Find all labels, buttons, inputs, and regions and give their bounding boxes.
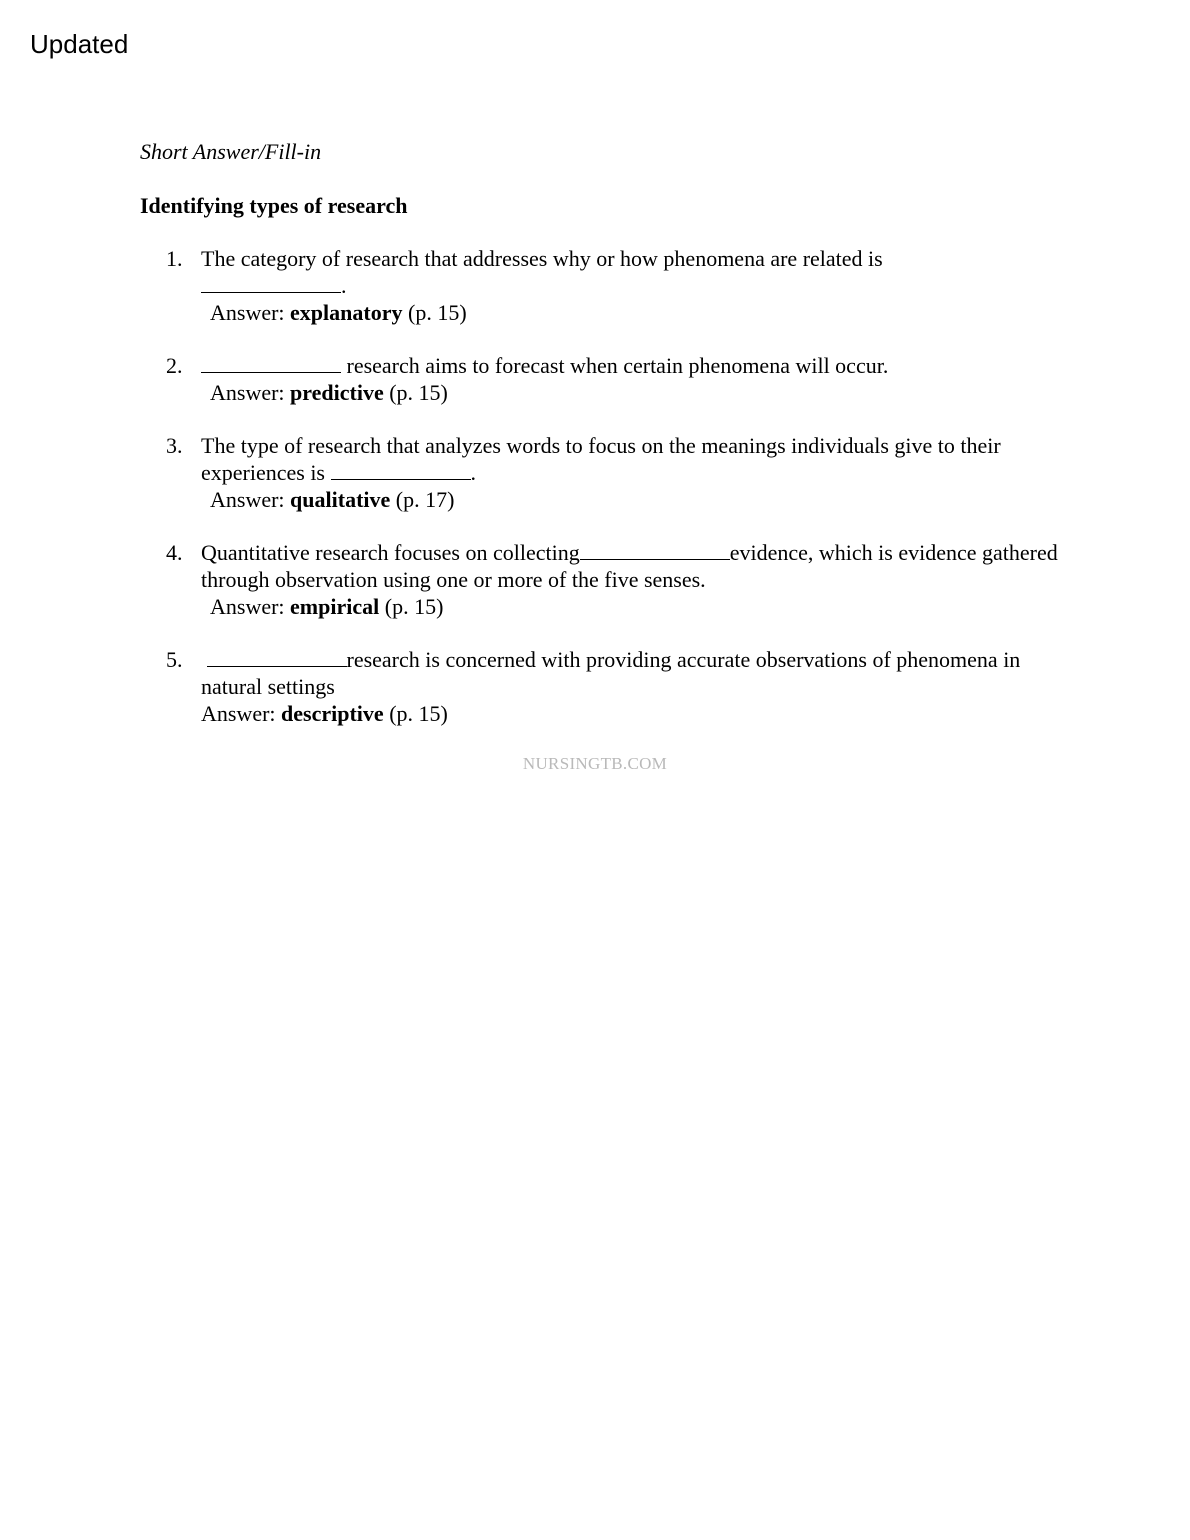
answer-reference: (p. 15) xyxy=(383,380,448,405)
section-title: Identifying types of research xyxy=(140,193,408,218)
question-text: The category of research that addresses why or how phenomena are related is xyxy=(201,246,883,271)
answer-blank xyxy=(580,540,730,560)
answer-reference: (p. 15) xyxy=(383,701,448,726)
answer-reference: (p. 15) xyxy=(402,300,467,325)
answer-prefix: Answer: xyxy=(210,487,291,512)
question-text: The type of research that analyzes words to focus on the meanings individuals give to their experiences is xyxy=(201,433,1001,485)
answer-line xyxy=(210,487,454,512)
answer-term: explanatory xyxy=(290,300,403,325)
answer-reference: (p. 17) xyxy=(390,487,455,512)
question-text: research is concerned with providing accurate observations of phenomena in natural settings xyxy=(201,647,1021,699)
answer-blank xyxy=(331,460,471,480)
updated-badge: Updated xyxy=(30,29,129,59)
question-number: 2. xyxy=(166,353,183,378)
section-label: Short Answer/Fill-in xyxy=(140,139,322,164)
answer-reference: (p. 15) xyxy=(379,594,444,619)
answer-term: predictive xyxy=(290,380,384,405)
answer-blank xyxy=(201,353,341,373)
answer-term: empirical xyxy=(290,594,380,619)
answer-prefix: Answer: xyxy=(210,594,291,619)
watermark: NURSINGTB.COM xyxy=(522,754,668,773)
question-number: 3. xyxy=(166,433,183,458)
question-3 xyxy=(140,432,1060,513)
answer-blank xyxy=(207,647,347,667)
question-1 xyxy=(140,245,1060,326)
answer-term: descriptive xyxy=(281,701,384,726)
question-list xyxy=(140,245,1060,727)
answer-term: qualitative xyxy=(290,487,391,512)
question-number: 4. xyxy=(166,540,183,565)
question-text: Quantitative research focuses on collecting xyxy=(201,540,580,565)
question-text: research aims to forecast when certain phenomena will occur. xyxy=(341,353,889,378)
question-number: 5. xyxy=(166,647,183,672)
question-number: 1. xyxy=(166,246,183,271)
question-text-end: evidence, which is evidence gathered through observation using one or more of the five senses. xyxy=(201,540,1058,592)
answer-blank xyxy=(201,273,341,293)
document-body xyxy=(140,138,1060,727)
answer-prefix: Answer: xyxy=(210,380,291,405)
answer-line xyxy=(210,380,448,405)
question-4 xyxy=(140,539,1060,620)
answer-prefix: Answer: xyxy=(201,701,282,726)
answer-line xyxy=(210,594,443,619)
answer-line xyxy=(201,701,448,726)
answer-prefix: Answer: xyxy=(210,300,291,325)
question-text-end: . xyxy=(470,460,476,485)
question-5 xyxy=(140,646,1060,727)
question-text-end: . xyxy=(341,273,347,298)
answer-line xyxy=(210,300,467,325)
question-2 xyxy=(140,352,1060,406)
